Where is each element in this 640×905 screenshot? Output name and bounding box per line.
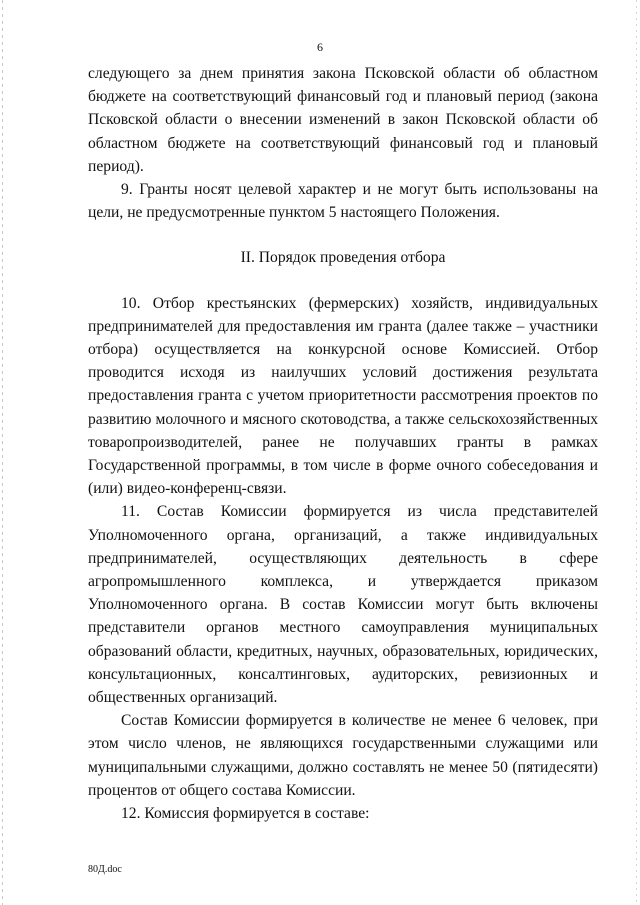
paragraph-11: 11. Состав Комиссии формируется из числа представителей Уполномоченного органа, организаций, а также индивидуальных предпринимателей, осуществляющих деятельность в сфере агропромышленного комплекса, и утверждается приказом Уполномоченного органа. В состав Комиссии могут быть включены представители органов местного самоуправления муниципальных образований области, кредитных, научных, образовательных, юридических, консультационных, консалтинговых, аудиторских, ревизионных и общественных организаций. [88, 503, 598, 707]
paragraph-11-continued: Состав Комиссии формируется в количестве не менее 6 человек, при этом число членов, не являющихся государственными служащими или муниципальными служащими, должно составлять не менее 50 (пятидесяти) процентов от общего состава Комиссии. [88, 712, 598, 799]
document-body [88, 62, 598, 825]
footer-filename: 80Д.doc [88, 864, 122, 875]
section-heading: II. Порядок проведения отбора [240, 249, 446, 267]
page-number: 6 [317, 40, 323, 54]
paragraph-10: 10. Отбор крестьянских (фермерских) хозяйств, индивидуальных предпринимателей для предоставления им гранта (далее также – участники отбора) осуществляется на конкурсной основе Комиссией. Отбор проводится исходя из наилучших условий достижения результата предоставления гранта с учетом приоритетности рассмотрения проектов по развитию молочного и мясного скотоводства, а также сельскохозяйственных товаропроизводителей, ранее не получавших гранты в рамках Государственной программы, в том числе в форме очного собеседования и (или) видео-конференц-связи. [88, 294, 598, 498]
paragraph-12: 12. Комиссия формируется в составе: [121, 805, 370, 823]
paragraph-continuation: следующего за днем принятия закона Псковской области об областном бюджете на соответствующий финансовый год и плановый период (закона Псковской области о внесении изменений в закон Псковской области об областном бюджете на соответствующий финансовый год и плановый период). [88, 65, 598, 175]
scan-edge-left [2, 0, 3, 905]
scan-edge-right [636, 0, 637, 905]
paragraph-9: 9. Гранты носят целевой характер и не могут быть использованы на цели, не предусмотренные пунктом 5 настоящего Положения. [88, 181, 598, 222]
